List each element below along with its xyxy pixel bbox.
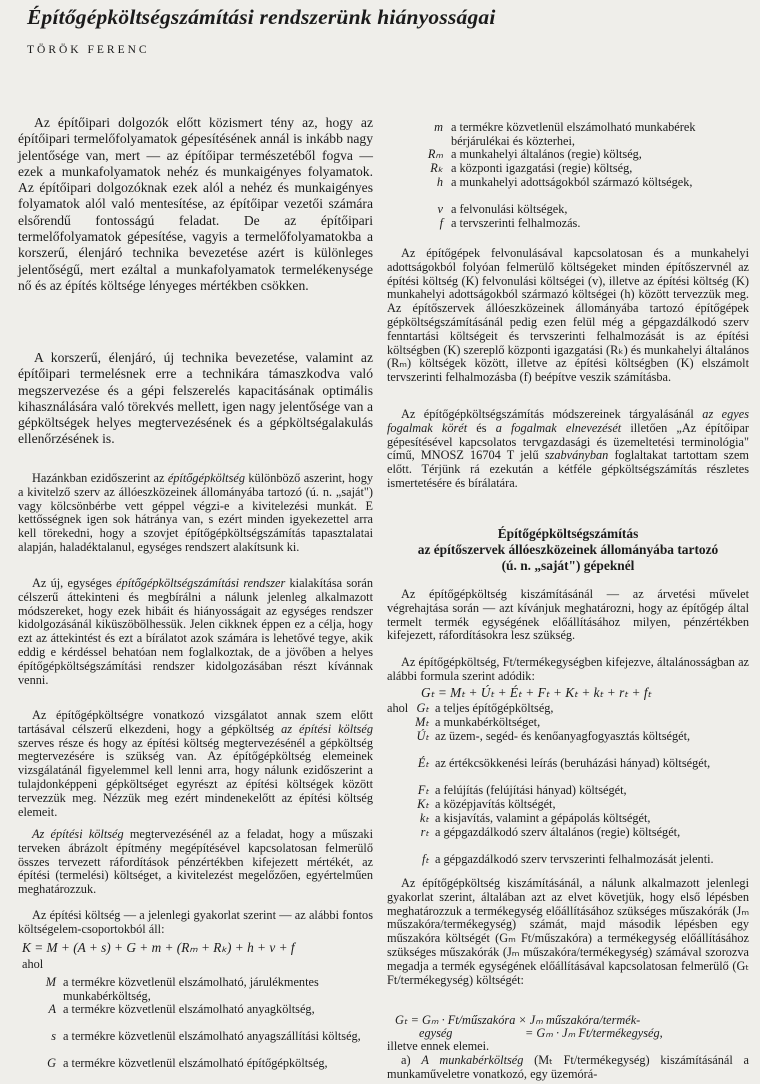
right-paragraph-2: Az építőgépköltségszámítás módszereinek tárgyalásánál az egyes fogalmak körét és a fogalmak elnevezését illetően „Az építőipar gépesítésével kapcsolatos tervgazdasági és üzemeltetési terminológia" című, MNOSZ 16704 T jelű szabványban foglaltakat tartottam szem előtt. Térjünk rá ezekután a kétféle gépköltségszámítás részletes ismertetésére és bírálatára.: [387, 407, 749, 490]
definition-symbol: G: [47, 1056, 56, 1070]
definition-symbol: m: [434, 120, 443, 134]
definition-text: a termékre közvetlenül elszámolható, járulékmentes munkabérköltség,: [63, 975, 319, 1003]
left-paragraph-5: Az építőgépköltségre vonatkozó vizsgálatot annak szem előtt tartásával célszerű elkezdeni, hogy a gépköltség az építési költség szerves része és hogy az építési költség megtervezésénél a gépköltség megtervezésére is szükség van. Az építőgépköltség elemeinek vizsgálatánál figyelemmel kell lenni arra, hogy nálunk ezidőszerint a tulajdonképpeni gépköltséget egyrészt az építési költségek között tervezzük meg. Nézzük meg ezért mindenekelőtt az építési költség elemeit.: [18, 708, 373, 819]
definition-text: a középjavítás költségét,: [435, 797, 556, 811]
definition-text: a termékre közvetlenül elszámolható munkabérek bérjárulékai és közterhei,: [451, 120, 696, 148]
definition-symbol: A: [48, 1002, 56, 1016]
cost-formula: K = M + (A + s) + G + m + (Rₘ + Rₖ) + h + v + f: [22, 940, 295, 955]
hourly-formula-line-1: Gₜ = Gₘ · Ft/műszakóra × Jₘ műszakóra/termék-: [395, 1013, 641, 1027]
author-name: TÖRÖK FERENC: [27, 44, 150, 56]
definition-symbol: Mₜ: [415, 715, 429, 729]
definition-text: az értékcsökkenési leírás (beruházási hányad) költségét,: [435, 756, 711, 770]
right-paragraph-5: Az építőgépköltség kiszámításánál, a nálunk alkalmazott jelenlegi gyakorlat szerint, általában azt az elvet követjük, hogy első lépésben meghatározzuk a termékegység előállításához szükséges műszakórák (Jₘ műszakóra/termékegység) számát, majd második lépésben egy műszakóra költségét (Gₘ Ft/műszakóra) a termékegység előállításához szükséges műszakórák (Jₘ műszakóra/termékegység) számával szorozva megadja a termék egységének előállításával kapcsolatosan felmerülő (Gₜ Ft/termékegység) költségét:: [387, 876, 749, 987]
right-paragraph-4: Az építőgépköltség, Ft/termékegységben kifejezve, általánosságban az alábbi formula szerint adódik:: [387, 655, 749, 683]
definition-text: a kisjavítás, valamint a gépápolás költségét,: [435, 811, 651, 825]
hourly-formula-line-2b: = Gₘ · Jₘ Ft/termékegység,: [525, 1026, 663, 1040]
section-heading-line-2: az építőszervek állóeszközeinek állományába tartozó: [417, 542, 719, 557]
term-epitesi-koltseg-2: Az építési költség: [32, 827, 124, 841]
definition-text: a gépgazdálkodó szerv tervszerinti felhalmozását jelenti.: [435, 852, 714, 866]
definition-symbol: s: [51, 1029, 56, 1043]
definition-symbol: Úₜ: [416, 729, 429, 743]
definition-symbol: rₜ: [420, 825, 429, 839]
machine-cost-formula: Gₜ = Mₜ + Úₜ + Éₜ + Fₜ + Kₜ + kₜ + rₜ + fₜ: [421, 685, 652, 700]
left-definitions: [18, 976, 373, 1081]
definition-symbol: f: [439, 216, 443, 230]
definition-symbol: Gₜ: [416, 701, 429, 715]
definition-text: az üzem-, segéd- és kenőanyagfogyasztás költségét,: [435, 729, 691, 743]
definition-text: a termékre közvetlenül elszámolható anyagköltség,: [63, 1002, 315, 1016]
definition-symbol: M: [45, 975, 56, 989]
section-heading-line-3: (ú. n. „saját") gépeknél: [501, 558, 635, 573]
left-paragraph-7: Az építési költség — a jelenlegi gyakorlat szerint — az alábbi fontos költségelem-csoportokból áll:: [18, 908, 373, 936]
left-paragraph-2: A korszerű, élenjáró, új technika bevezetése, valamint az építőipari termelésnek erre a technikára támaszkodva való megszervezése és a gépi felszerelés kapacitásának optimális kihasználására való törekvés mellett, igen nagy jelentősége van a gépköltségek helyes megtervezésének és a gépköltségalakulás ellenőrzésének is.: [18, 350, 373, 447]
right-paragraph-6: illetve ennek elemei.: [387, 1039, 490, 1053]
definition-symbol: Kₜ: [417, 797, 429, 811]
definition-symbol: fₜ: [421, 852, 429, 866]
definition-text: a központi igazgatási (regie) költség,: [451, 161, 633, 175]
section-heading: [387, 526, 749, 574]
term-epitogepkoltseg: építőgépköltség: [167, 471, 245, 485]
definition-text: a termékre közvetlenül elszámolható anyagszállítási költség,: [63, 1029, 361, 1043]
definition-text: a munkahelyi adottságokból származó költségek,: [451, 175, 693, 189]
term-epitesi-koltseg: az építési költség: [281, 721, 373, 736]
hourly-formula-line-2a: egység: [419, 1026, 453, 1040]
right-paragraph-1: Az építőgépek felvonulásával kapcsolatosan és a munkahelyi adottságokból folyóan felmerülő költségeket minden építőszervnél az építési költség (K) felvonulási költségei (v), illetve az építési költség (K) munkahelyi adottságokból származó költségei (h) között tervezzük meg. Az építőszervek állóeszközeinek állományába tartozó építőgépek gépköltségszámításánál pedig ezen felül még a gépgazdálkodó szerv fenntartási költségeit és tervszerinti felhalmozását is az építési költségben (K) szereplő központi igazgatási (Rₖ) és munkahelyi általános (Rₘ) költségek között, illetve az építési költségben (K) elszámolt tervszerinti felhalmozásba (f) beépítve veszik számításba.: [387, 246, 749, 385]
right-definitions: [387, 121, 749, 246]
definition-text: a teljes építőgépköltség,: [435, 701, 554, 715]
right-definitions-2: [387, 702, 749, 877]
left-paragraph-6: Az építési költség megtervezésénél az a feladat, hogy a műszaki terveken ábrázolt építmény megépítésével kapcsolatosan felmerülő összes tervezett ráfordítások pénzértékben kifejezett mértékét, az építési (termelési) költséget, a kivitelezést megelőzően, egyértelműen meghatározzuk.: [18, 827, 373, 897]
definition-symbol: v: [437, 202, 443, 216]
section-heading-line-1: Építőgépköltségszámítás: [497, 526, 639, 541]
left-paragraph-1: Az építőipari dolgozók előtt közismert tény az, hogy az építőipari termelőfolyamatok gépesítésének annál is inkább nagy jelentősége van, mert — az építőipar természetéből fogva — ezek a munkafolyamatok nehéz és munkaigényes folyamatok. Az építőipari dolgozóknak ezek alól a nehéz és munkaigényes folyamatok alól való mentesítése, az építőipar vezetői számára elsőrendű fontosságú feladat. De az építőipari termelőfolyamatok gépesítése, vagyis a termelőfolyamatokba a korszerű, élenjáró technika bevezetése azért is különleges jelentőségű, mert ezáltal a munkafolyamatok termelékenysége nő és az építés költsége lényeges mértékben csökken.: [18, 115, 373, 293]
definition-text: a felvonulási költségek,: [451, 202, 568, 216]
definition-symbol: kₜ: [419, 811, 429, 825]
article-title: Építőgépköltségszámítási rendszerünk hiányosságai: [27, 5, 496, 29]
definition-symbol: h: [436, 175, 443, 189]
definition-text: a termékre közvetlenül elszámolható építőgépköltség,: [63, 1056, 328, 1070]
definition-symbol: Rₘ: [427, 147, 443, 161]
definition-text: a tervszerinti felhalmozás.: [451, 216, 581, 230]
definition-symbol: Rₖ: [430, 161, 443, 175]
ahol-label: ahol: [22, 957, 44, 971]
definition-text: a gépgazdálkodó szerv általános (regie) költségét,: [435, 825, 681, 839]
right-paragraph-3: Az építőgépköltség kiszámításánál — az árvetési művelet végrehajtása során — azt kívánjuk meghatározni, hogy az építőgép által termelt termék egységének előállításához milyen, pénzértékben kifejezett, ráfordításokra lesz szükség.: [387, 587, 749, 643]
right-paragraph-7: a) A munkabérköltség (Mₜ Ft/termékegység) kiszámításánál a munkaműveletre vonatkozó, egy üzemórá-: [387, 1053, 749, 1081]
term-rendszer: építőgépköltségszámítási rendszer: [116, 576, 286, 590]
definition-symbol: Éₜ: [417, 756, 429, 770]
definition-text: a felújítás (felújítási hányad) költségét,: [435, 783, 627, 797]
left-paragraph-4: Az új, egységes építőgépköltségszámítási rendszer kialakítása során célszerű áttekinteni és megbírálni a nálunk jelenleg alkalmazott módszereket, hogy ezek hibáit és hiányosságait az egységes rendszer kidolgozásánál kiküszöbölhessük. Jelen cikknek éppen ez a célja, hogy ezt az áttekintést és ezt a bírálatot azok számára is lehetővé tegye, akik eddig e kérdéssel behatóan nem foglalkoztak, de a jövőben a helyes építőgépköltségszámítási rendszer kidolgozásában részt kívánnak venni.: [18, 576, 373, 687]
left-paragraph-3: Hazánkban ezidőszerint az építőgépköltség különböző aszerint, hogy a kivitelző szerv az állóeszközeinek állományába tartozó (ú. n. „saját") vagy kölcsönbérbe vett géppel végzi-e a kivitelezési munkát. E kettősségnek igen sok hátránya van, s ezért minden igyekezettel arra kell törekedni, hogy a szovjet építőgépköltségszámítás tapasztalatai alapján, haladéktalanul, egységes rendszert alakítsunk ki.: [18, 471, 373, 554]
definition-symbol: Fₜ: [417, 783, 429, 797]
definition-text: a munkahelyi általános (regie) költség,: [451, 147, 642, 161]
definition-text: a munkabérköltséget,: [435, 715, 541, 729]
ahol-label-right: ahol: [387, 701, 409, 715]
